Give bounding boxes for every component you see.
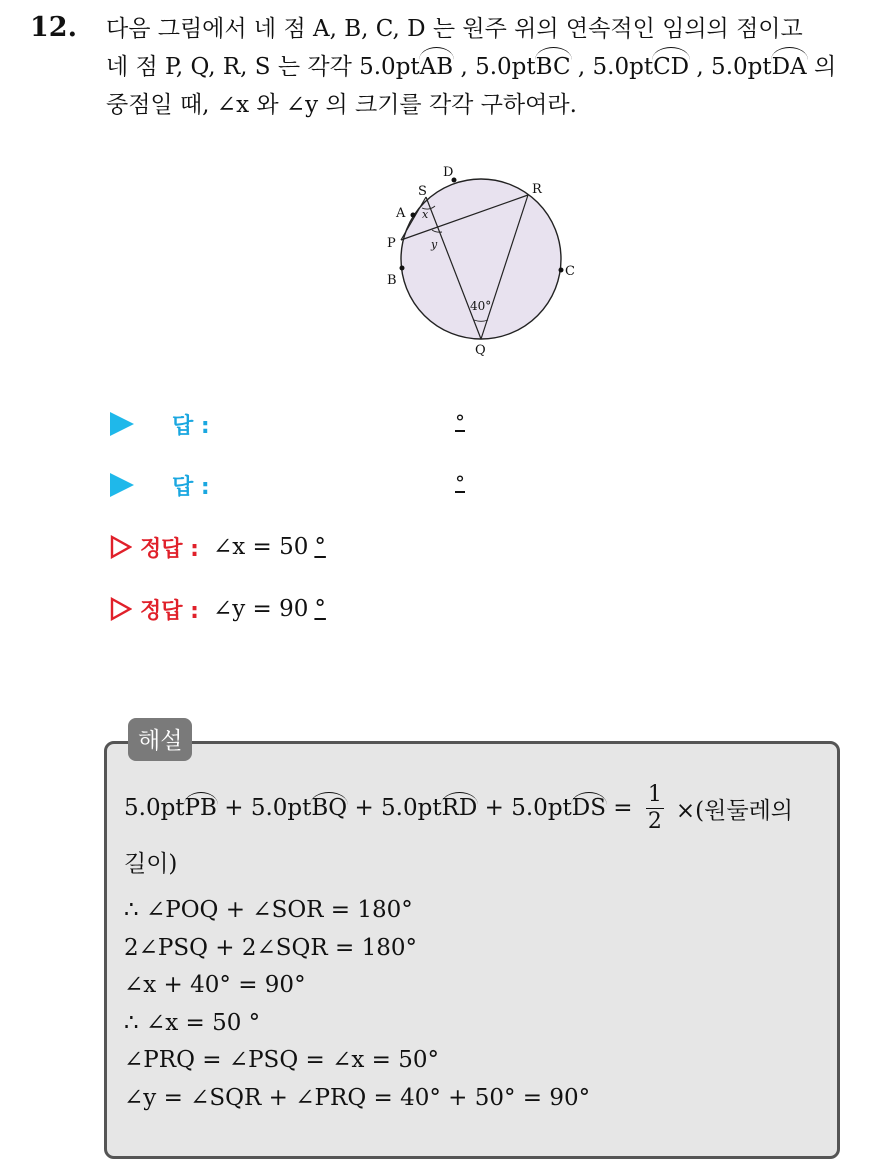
point-b [400, 266, 405, 271]
outline-triangle-icon [110, 597, 132, 621]
answer-label: 답 : [172, 413, 210, 439]
label-a: A [396, 206, 406, 221]
correct-label: 정답 : [140, 536, 199, 562]
solution-line-1 [124, 782, 793, 834]
sol-text: = [605, 795, 640, 821]
sol-text: 5.0pt [124, 795, 185, 821]
solution-line-7: ∠PRQ = ∠PSQ = ∠x = 50° [124, 1047, 439, 1073]
fraction [646, 782, 664, 835]
degree-unit: ° [314, 596, 326, 622]
solution-line-8: ∠y = ∠SQR + ∠PRQ = 40° + 50° = 90° [124, 1085, 591, 1111]
correct-row-2 [110, 591, 326, 627]
sol-text: + 5.0pt [216, 795, 312, 821]
sol-text: + 5.0pt [347, 795, 442, 821]
label-r: R [532, 182, 542, 197]
point-c [559, 268, 564, 273]
label-c: C [565, 264, 575, 279]
question-number: 12. [30, 12, 77, 43]
answer-label: 답 : [172, 474, 210, 500]
label-angle-40: 40° [470, 299, 492, 313]
q-text: 네 점 P, Q, R, S 는 각각 5.0pt [106, 54, 420, 80]
outline-triangle-icon [110, 535, 132, 559]
play-icon [110, 473, 134, 497]
correct-row-1 [110, 529, 326, 565]
question-line-2 [106, 50, 836, 84]
degree-unit: ° [314, 534, 326, 560]
point-a [411, 213, 416, 218]
circle [401, 179, 561, 339]
correct-label: 정답 : [140, 598, 199, 624]
arc-ab: AB [420, 50, 454, 84]
label-q: Q [475, 343, 486, 358]
play-icon [110, 412, 134, 436]
solution-line-4: 2∠PSQ + 2∠SQR = 180° [124, 935, 418, 961]
label-s: S [418, 184, 427, 199]
correct-value [213, 596, 326, 622]
fraction-numerator: 1 [647, 781, 662, 807]
correct-expr: ∠x = 50 [212, 534, 309, 560]
arc-pb: PB [184, 795, 217, 821]
label-b: B [387, 273, 397, 288]
question-line-3: 중점일 때, ∠x 와 ∠y 의 크기를 각각 구하여라. [106, 92, 577, 118]
arc-bq: BQ [311, 795, 348, 821]
q-text: 의 [806, 54, 837, 80]
arc-cd: CD [653, 50, 689, 84]
q-text: , 5.0pt [689, 54, 772, 80]
sol-text: ×(원둘레의 [675, 797, 794, 824]
answer-blank-1[interactable]: ° [455, 410, 465, 434]
arc-ds: DS [571, 795, 606, 821]
answer-row-1 [110, 406, 210, 442]
q-text: , 5.0pt [453, 54, 536, 80]
correct-value [213, 534, 326, 560]
label-x: x [422, 208, 429, 221]
solution-tag: 해설 [128, 718, 192, 761]
arc-rd: RD [441, 795, 478, 821]
sol-text: + 5.0pt [477, 795, 572, 821]
solution-line-5: ∠x + 40° = 90° [124, 972, 306, 998]
q-text: , 5.0pt [570, 54, 654, 80]
solution-line-6: ∴ ∠x = 50 ° [124, 1010, 261, 1036]
label-p: P [387, 236, 396, 251]
arc-da: DA [772, 50, 807, 84]
correct-expr: ∠y = 90 [212, 596, 309, 622]
solution-line-3: ∴ ∠POQ + ∠SOR = 180° [124, 897, 413, 923]
answer-row-2 [110, 467, 210, 503]
circle-figure [380, 160, 580, 360]
solution-line-2: 길이) [124, 851, 178, 877]
question-line-1: 다음 그림에서 네 점 A, B, C, D 는 원주 위의 연속적인 임의의 점이고 [106, 16, 803, 42]
label-d: D [443, 165, 454, 180]
fraction-denominator: 2 [647, 808, 662, 834]
arc-bc: BC [536, 50, 571, 84]
answer-blank-2[interactable]: ° [455, 471, 465, 495]
label-y: y [431, 238, 438, 251]
